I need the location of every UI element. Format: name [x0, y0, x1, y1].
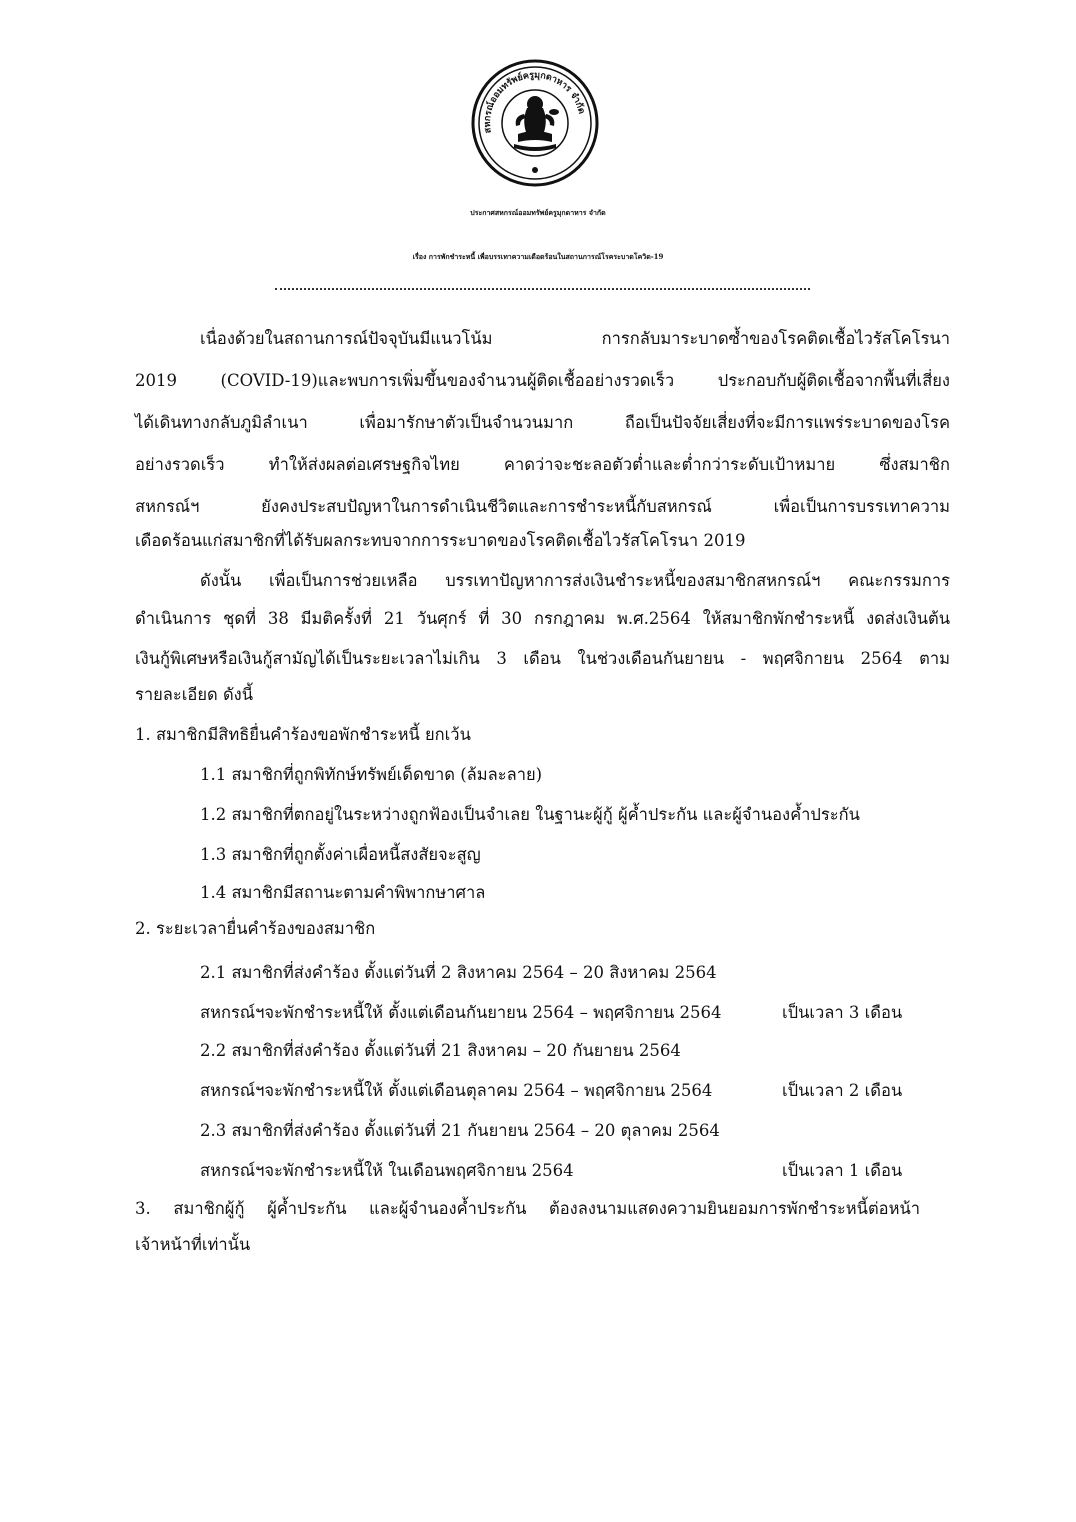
intro-line: สหกรณ์ฯ ยังคงประสบปัญหาในการดำเนินชีวิตและการชำระหนี้กับสหกรณ์ เพื่อเป็นการบรรเทาความ	[135, 497, 950, 516]
intro-line: 2019 (COVID-19)และพบการเพิ่มขึ้นของจำนวนผู้ติดเชื้ออย่างรวดเร็ว ประกอบกับผู้ติดเชื้อจากพื้นที่เสี่ยง	[135, 371, 950, 390]
section3-line: เจ้าหน้าที่เท่านั้น	[135, 1235, 251, 1254]
dotted-divider	[275, 288, 810, 290]
section3-line: 3. สมาชิกผู้กู้ ผู้ค้ำประกัน และผู้จำนองค้ำประกัน ต้องลงนามแสดงความยินยอมการพักชำระหนี้ต่อหน้า	[135, 1199, 920, 1218]
resolution-line: ดังนั้น เพื่อเป็นการช่วยเหลือ บรรเทาปัญหาการส่งเงินชำระหนี้ของสมาชิกสหกรณ์ฯ คณะกรรมการ	[200, 571, 950, 590]
resolution-line: ดำเนินการ ชุดที่ 38 มีมติครั้งที่ 21 วันศุกร์ ที่ 30 กรกฎาคม พ.ศ.2564 ให้สมาชิกพักชำระหนี้ งดส่งเงินต้น	[135, 609, 950, 628]
section2-duration: เป็นเวลา 2 เดือน	[782, 1081, 903, 1100]
cooperative-seal-logo	[470, 58, 600, 188]
intro-line: เดือดร้อนแก่สมาชิกที่ได้รับผลกระทบจากการระบาดของโรคติดเชื้อไวรัสโคโรนา 2019	[135, 531, 746, 550]
intro-line: อย่างรวดเร็ว ทำให้ส่งผลต่อเศรษฐกิจไทย คาดว่าจะชะลอตัวต่ำและต่ำกว่าระดับเป้าหมาย ซึ่งสมาชิก	[135, 455, 950, 474]
section2-deferral: สหกรณ์ฯจะพักชำระหนี้ให้ ในเดือนพฤศจิกายน 2564	[200, 1161, 574, 1180]
section1-item: 1.1 สมาชิกที่ถูกพิทักษ์ทรัพย์เด็ดขาด (ล้มละลาย)	[200, 765, 543, 784]
intro-line: เนื่องด้วยในสถานการณ์ปัจจุบันมีแนวโน้ม การกลับมาระบาดซ้ำของโรคติดเชื้อไวรัสโคโรนา	[200, 329, 950, 348]
section2-deferral: สหกรณ์ฯจะพักชำระหนี้ให้ ตั้งแต่เดือนกันยายน 2564 – พฤศจิกายน 2564	[200, 1003, 722, 1022]
svg-text:สหกรณ์ออมทรัพย์ครูมุกดาหาร จำก: สหกรณ์ออมทรัพย์ครูมุกดาหาร จำกัด	[482, 70, 587, 135]
section2-period: 2.2 สมาชิกที่ส่งคำร้อง ตั้งแต่วันที่ 21 สิงหาคม – 20 กันยายน 2564	[200, 1041, 681, 1060]
section2-period: 2.1 สมาชิกที่ส่งคำร้อง ตั้งแต่วันที่ 2 สิงหาคม 2564 – 20 สิงหาคม 2564	[200, 963, 717, 982]
announcement-title: ประกาศสหกรณ์ออมทรัพย์ครูมุกดาหาร จำกัด	[470, 208, 606, 217]
section2-duration: เป็นเวลา 3 เดือน	[782, 1003, 903, 1022]
section2-deferral: สหกรณ์ฯจะพักชำระหนี้ให้ ตั้งแต่เดือนตุลาคม 2564 – พฤศจิกายน 2564	[200, 1081, 713, 1100]
section1-item: 1.3 สมาชิกที่ถูกตั้งค่าเผื่อหนี้สงสัยจะสูญ	[200, 845, 481, 864]
section2-heading: 2. ระยะเวลายื่นคำร้องของสมาชิก	[135, 919, 376, 938]
section1-heading: 1. สมาชิกมีสิทธิยื่นคำร้องขอพักชำระหนี้ ยกเว้น	[135, 725, 471, 744]
intro-line: ได้เดินทางกลับภูมิลำเนา เพื่อมารักษาตัวเป็นจำนวนมาก ถือเป็นปัจจัยเสี่ยงที่จะมีการแพร่ระบาดของโรค	[135, 413, 950, 432]
section2-duration: เป็นเวลา 1 เดือน	[782, 1161, 903, 1180]
section2-period: 2.3 สมาชิกที่ส่งคำร้อง ตั้งแต่วันที่ 21 กันยายน 2564 – 20 ตุลาคม 2564	[200, 1121, 720, 1140]
resolution-line: รายละเอียด ดังนี้	[135, 685, 253, 704]
resolution-line: เงินกู้พิเศษหรือเงินกู้สามัญได้เป็นระยะเวลาไม่เกิน 3 เดือน ในช่วงเดือนกันยายน - พฤศจิกายน 2564 ตาม	[135, 649, 950, 668]
announcement-subject: เรื่อง การพักชำระหนี้ เพื่อบรรเทาความเดือดร้อนในสถานการณ์โรคระบาดโควิด-19	[412, 252, 664, 261]
section1-item: 1.2 สมาชิกที่ตกอยู่ในระหว่างถูกฟ้องเป็นจำเลย ในฐานะผู้กู้ ผู้ค้ำประกัน และผู้จำนองค้ำประกัน	[200, 805, 860, 824]
section1-item: 1.4 สมาชิกมีสถานะตามคำพิพากษาศาล	[200, 883, 486, 902]
